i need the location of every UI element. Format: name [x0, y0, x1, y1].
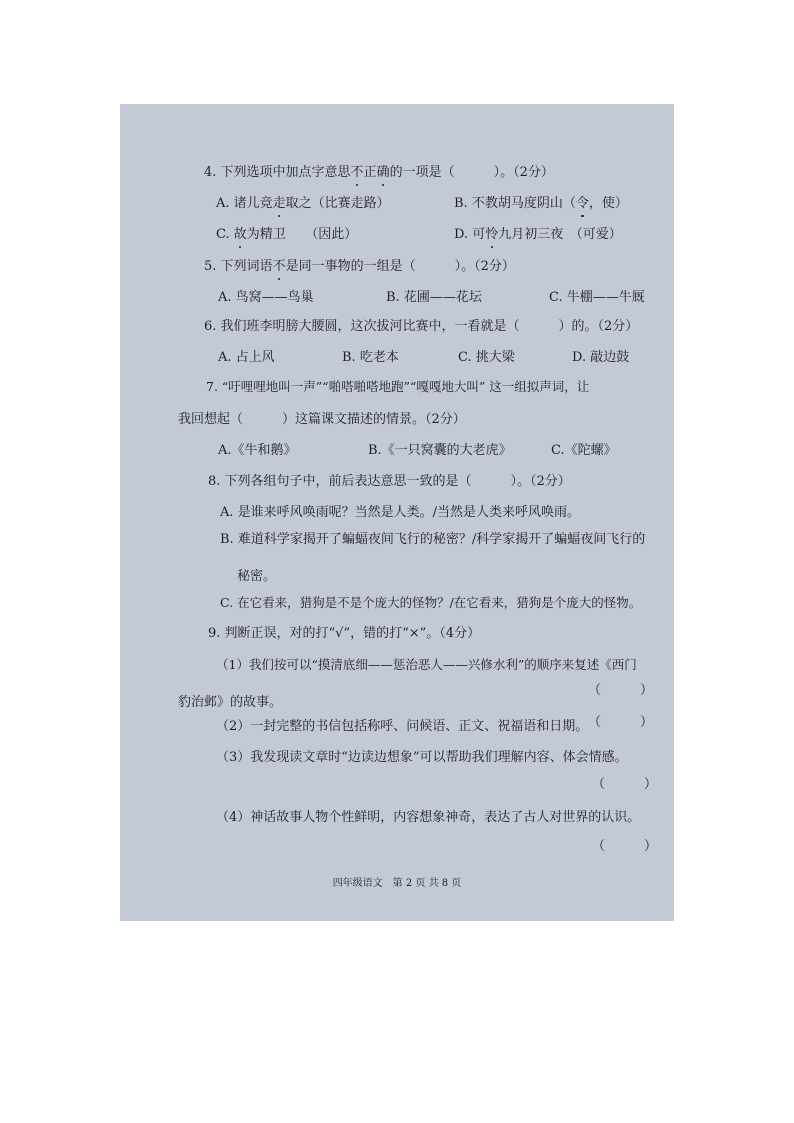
q6-option-b: B. 吃老本 — [342, 350, 399, 365]
q8-stem: 8. 下列各组句子中，前后表达意思一致的是（ ）。（2分） — [208, 474, 571, 489]
dotted-char: 不 — [350, 165, 364, 180]
q4-option-a: A. 诸儿竞走取之（比赛走路） — [216, 196, 390, 211]
q7-stem-line2: 我回想起（ ）这篇课文描述的情景。（2分） — [178, 412, 466, 427]
q8-option-c: C. 在它看来，猎狗是不是个庞大的怪物？/在它看来，猎狗是个庞大的怪物。 — [220, 595, 642, 610]
q4-stem: 4. 下列选项中加点字意思不正确的一项是（ ）。（2分） — [204, 165, 554, 180]
q8-option-b-line2: 秘密。 — [237, 569, 277, 584]
q8-option-a: A. 是谁来呼风唤雨呢？当然是人类。/当然是人类来呼风唤雨。 — [220, 505, 581, 520]
q5-option-b: B. 花圃——花坛 — [386, 290, 482, 305]
q4-option-d: D. 可怜九月初三夜 （可爱） — [454, 227, 622, 242]
dotted-char: 确 — [376, 165, 390, 180]
q9-item4: （4）神话故事人物个性鲜明，内容想象神奇，表达了古人对世界的认识。 — [216, 810, 641, 825]
q4-option-c: C. 故为精卫 （因此） — [216, 227, 358, 242]
q9-item1-line2: 豹治邺》的故事。 — [178, 695, 283, 710]
q9-stem: 9. 判断正误，对的打“√”，错的打“×”。（4分） — [208, 626, 481, 641]
q8-option-b-line1: B. 难道科学家揭开了蝙蝠夜间飞行的秘密？/科学家揭开了蝙蝠夜间飞行的 — [220, 532, 646, 547]
dotted-char: 令 — [575, 196, 589, 211]
dotted-char: 不 — [272, 259, 286, 274]
q9-item3: （3）我发现读文章时“边读边想象”可以帮助我们理解内容、体会情感。 — [216, 750, 628, 765]
q9-item2: （2）一封完整的书信包括称呼、问候语、正文、祝福语和日期。 — [216, 719, 589, 734]
q6-option-a: A. 占上风 — [218, 350, 275, 365]
q7-option-a: A.《牛和鹅》 — [218, 443, 297, 458]
q5-option-c: C. 牛棚——牛厩 — [549, 290, 645, 305]
q7-stem-line1: 7. “吁哩哩地叫一声”“啪嗒啪嗒地跑”“嘎嘎地大叫” 这一组拟声词，让 — [206, 379, 590, 394]
dotted-char: 走 — [272, 196, 286, 211]
q5-option-a: A. 鸟窝——鸟巢 — [218, 290, 314, 305]
q9-item4-answer: （ ） — [592, 839, 658, 854]
q9-item1-answer: （ ） — [588, 683, 654, 698]
q5-stem: 5. 下列词语不是同一事物的一组是（ ）。（2分） — [204, 259, 515, 274]
q6-option-d: D. 敲边鼓 — [572, 350, 630, 365]
q7-option-b: B.《一只窝囊的大老虎》 — [368, 443, 512, 458]
dotted-char: 故 — [233, 227, 247, 242]
page-footer: 四年级语文 第 2 页 共 8 页 — [332, 878, 462, 889]
q7-option-c: C.《陀螺》 — [551, 443, 617, 458]
q9-item1-line1: （1）我们按可以“摸清底细——惩治恶人——兴修水利”的顺序来复述《西门 — [216, 657, 637, 672]
q6-option-c: C. 挑大梁 — [458, 350, 515, 365]
q9-item3-answer: （ ） — [592, 777, 658, 792]
q6-stem: 6. 我们班李明膀大腰圆，这次拔河比赛中，一看就是（ ）的。（2分） — [204, 319, 639, 334]
dotted-char: 怜 — [485, 227, 499, 242]
exam-page — [120, 104, 674, 921]
q9-item2-answer: （ ） — [588, 715, 654, 730]
q4-option-b: B. 不教胡马度阴山（令，使） — [454, 196, 628, 211]
